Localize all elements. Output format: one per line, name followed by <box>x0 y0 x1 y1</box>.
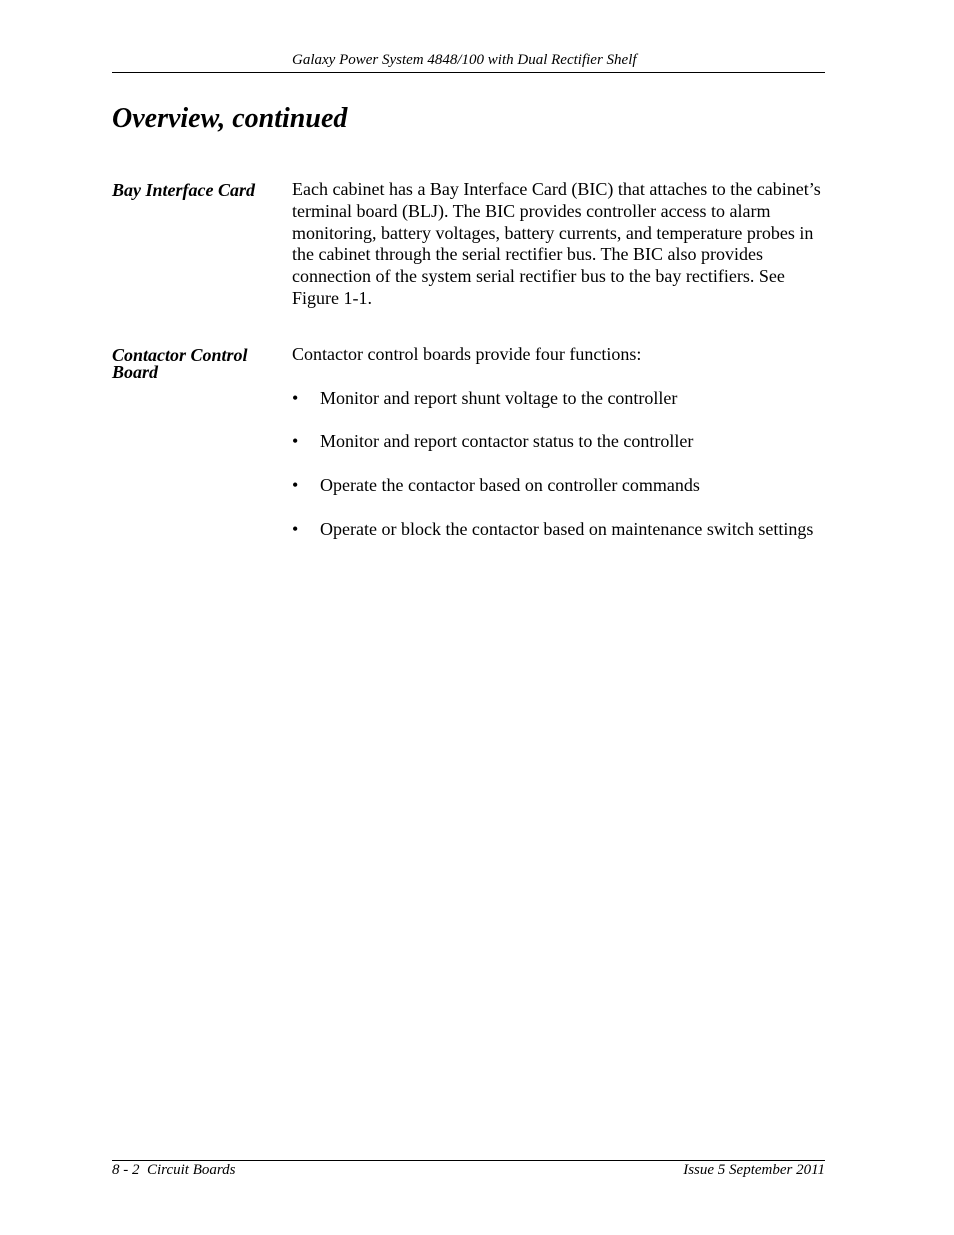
bullet-icon: • <box>292 519 299 539</box>
list-item-text: Monitor and report shunt voltage to the controller <box>320 388 678 408</box>
bullet-icon: • <box>292 431 299 451</box>
list-item <box>292 475 827 497</box>
section-body-bay-interface-card: Each cabinet has a Bay Interface Card (BIC) that attaches to the cabinet’s terminal board (BLJ). The BIC provides controller access to alarm monitoring, battery voltages, battery currents, and temperature probes in the cabinet through the serial rectifier bus. The BIC also provides connection of the system serial rectifier bus to the bay rectifiers. See Figure 1-1. <box>292 179 821 308</box>
footer-page-label: 8 - 2 Circuit Boards <box>112 1162 236 1178</box>
list-item <box>292 431 827 453</box>
section-label-contactor-control-board: Contactor Control Board <box>112 345 248 382</box>
bullet-icon: • <box>292 475 299 495</box>
footer-rule <box>112 1160 825 1161</box>
list-item-text: Operate or block the contactor based on maintenance switch settings <box>320 519 814 539</box>
list-item-text: Operate the contactor based on controller commands <box>320 475 700 495</box>
list-item-text: Monitor and report contactor status to the controller <box>320 431 694 451</box>
list-item <box>292 519 827 541</box>
page-title: Overview, continued <box>112 103 348 134</box>
list-item <box>292 388 827 410</box>
header-rule <box>112 72 825 73</box>
bullet-icon: • <box>292 388 299 408</box>
running-header: Galaxy Power System 4848/100 with Dual Rectifier Shelf <box>292 52 637 68</box>
footer-issue-date: Issue 5 September 2011 <box>683 1162 825 1178</box>
section-intro-contactor-control-board: Contactor control boards provide four functions: <box>292 344 642 364</box>
section-label-bay-interface-card: Bay Interface Card <box>112 180 255 200</box>
